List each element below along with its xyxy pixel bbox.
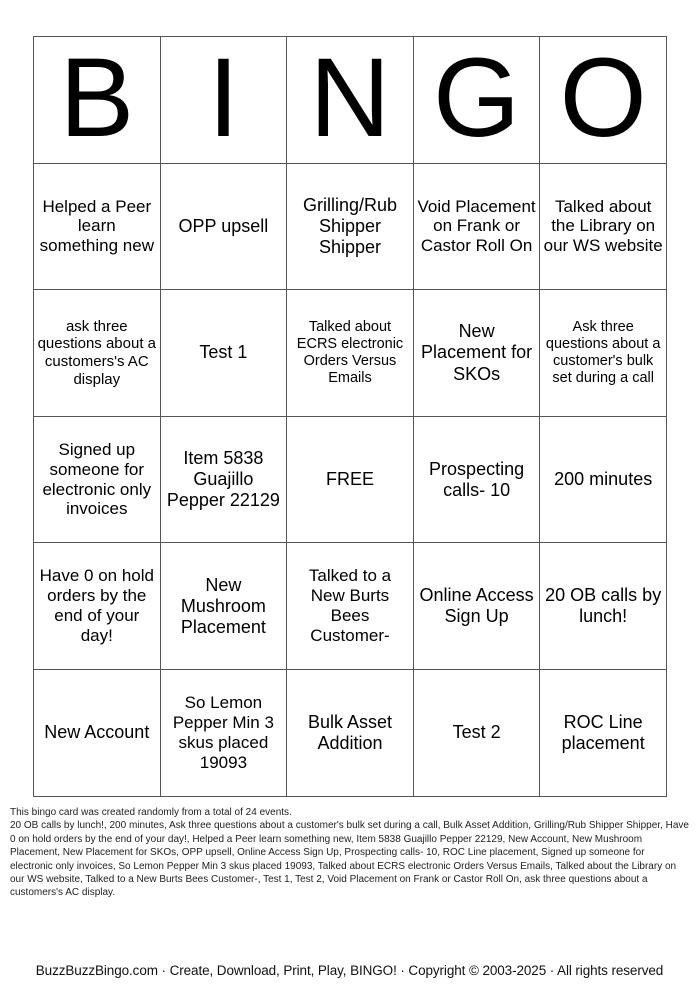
bingo-cell: Online Access Sign Up: [413, 543, 540, 670]
bingo-cell: So Lemon Pepper Min 3 skus placed 19093: [160, 669, 287, 796]
header-letter-text: G: [433, 34, 521, 160]
bingo-cell: Helped a Peer learn something new: [34, 163, 161, 290]
bingo-cell: Item 5838 Guajillo Pepper 22129: [160, 416, 287, 543]
bingo-cell: OPP upsell: [160, 163, 287, 290]
header-letter-o: [540, 34, 667, 164]
header-letter-b: [34, 34, 161, 164]
bingo-cell: 20 OB calls by lunch!: [540, 543, 667, 670]
events-list: 20 OB calls by lunch!, 200 minutes, Ask three questions about a customer's bulk set during a call, Bulk Asset Addition, Grilling/Rub Shipper Shipper, Have 0 on hold orders by the end of your day!, Helped a Peer learn something new, Item 5838 Guajillo Pepper 22129, New Account, New Mushroom Placement, New Placement for SKOs, OPP upsell, Online Access Sign Up, Prospecting calls- 10, ROC Line placement, Signed up someone for electronic only invoices, So Lemon Pepper Min 3 skus placed 19093, Talked about ECRS electronic Orders Versus Emails, Talked about the Library on our WS website, Talked to a New Burts Bees Customer-, Test 1, Test 2, Void Placement on Frank or Castor Roll On, ask three questions about a customers's AC display.: [10, 820, 689, 899]
bingo-cell: Ask three questions about a customer's bulk set during a call: [540, 290, 667, 417]
header-letter-i: [160, 34, 287, 164]
grid-row-4: [34, 543, 667, 670]
bingo-cell: Talked about the Library on our WS website: [540, 163, 667, 290]
bingo-cell: Void Placement on Frank or Castor Roll On: [413, 163, 540, 290]
bingo-cell: Have 0 on hold orders by the end of your day!: [34, 543, 161, 670]
header-letter-n: [287, 34, 414, 164]
header-letter-g: [413, 34, 540, 164]
bingo-cell: New Placement for SKOs: [413, 290, 540, 417]
bingo-cell: Bulk Asset Addition: [287, 669, 414, 796]
header-letter-text: B: [59, 34, 135, 160]
bingo-cell: Prospecting calls- 10: [413, 416, 540, 543]
bingo-cell: Test 2: [413, 669, 540, 796]
bingo-cell: Talked to a New Burts Bees Customer-: [287, 543, 414, 670]
card-info: [10, 806, 690, 900]
bingo-cell-free: FREE: [287, 416, 414, 543]
bingo-card: [33, 36, 667, 797]
bingo-cell: New Mushroom Placement: [160, 543, 287, 670]
bingo-cell: ask three questions about a customers's AC display: [34, 290, 161, 417]
bingo-cell: 200 minutes: [540, 416, 667, 543]
header-letter-text: N: [309, 34, 391, 160]
site-footer: BuzzBuzzBingo.com · Create, Download, Print, Play, BINGO! · Copyright © 2003-2025 · All rights reserved: [35, 963, 664, 978]
bingo-cell: Test 1: [160, 290, 287, 417]
header-row: [34, 37, 667, 164]
bingo-cell: Signed up someone for electronic only invoices: [34, 416, 161, 543]
header-letter-text: I: [207, 34, 239, 160]
grid-row-2: [34, 290, 667, 417]
card-summary: This bingo card was created randomly from a total of 24 events.: [10, 807, 292, 818]
bingo-cell: Grilling/Rub Shipper Shipper: [287, 163, 414, 290]
bingo-cell: ROC Line placement: [540, 669, 667, 796]
bingo-cell: Talked about ECRS electronic Orders Versus Emails: [287, 290, 414, 417]
grid-row-3: [34, 416, 667, 543]
grid-row-1: [34, 163, 667, 290]
bingo-cell: New Account: [34, 669, 161, 796]
header-letter-text: O: [559, 34, 647, 160]
grid-row-5: [34, 669, 667, 796]
